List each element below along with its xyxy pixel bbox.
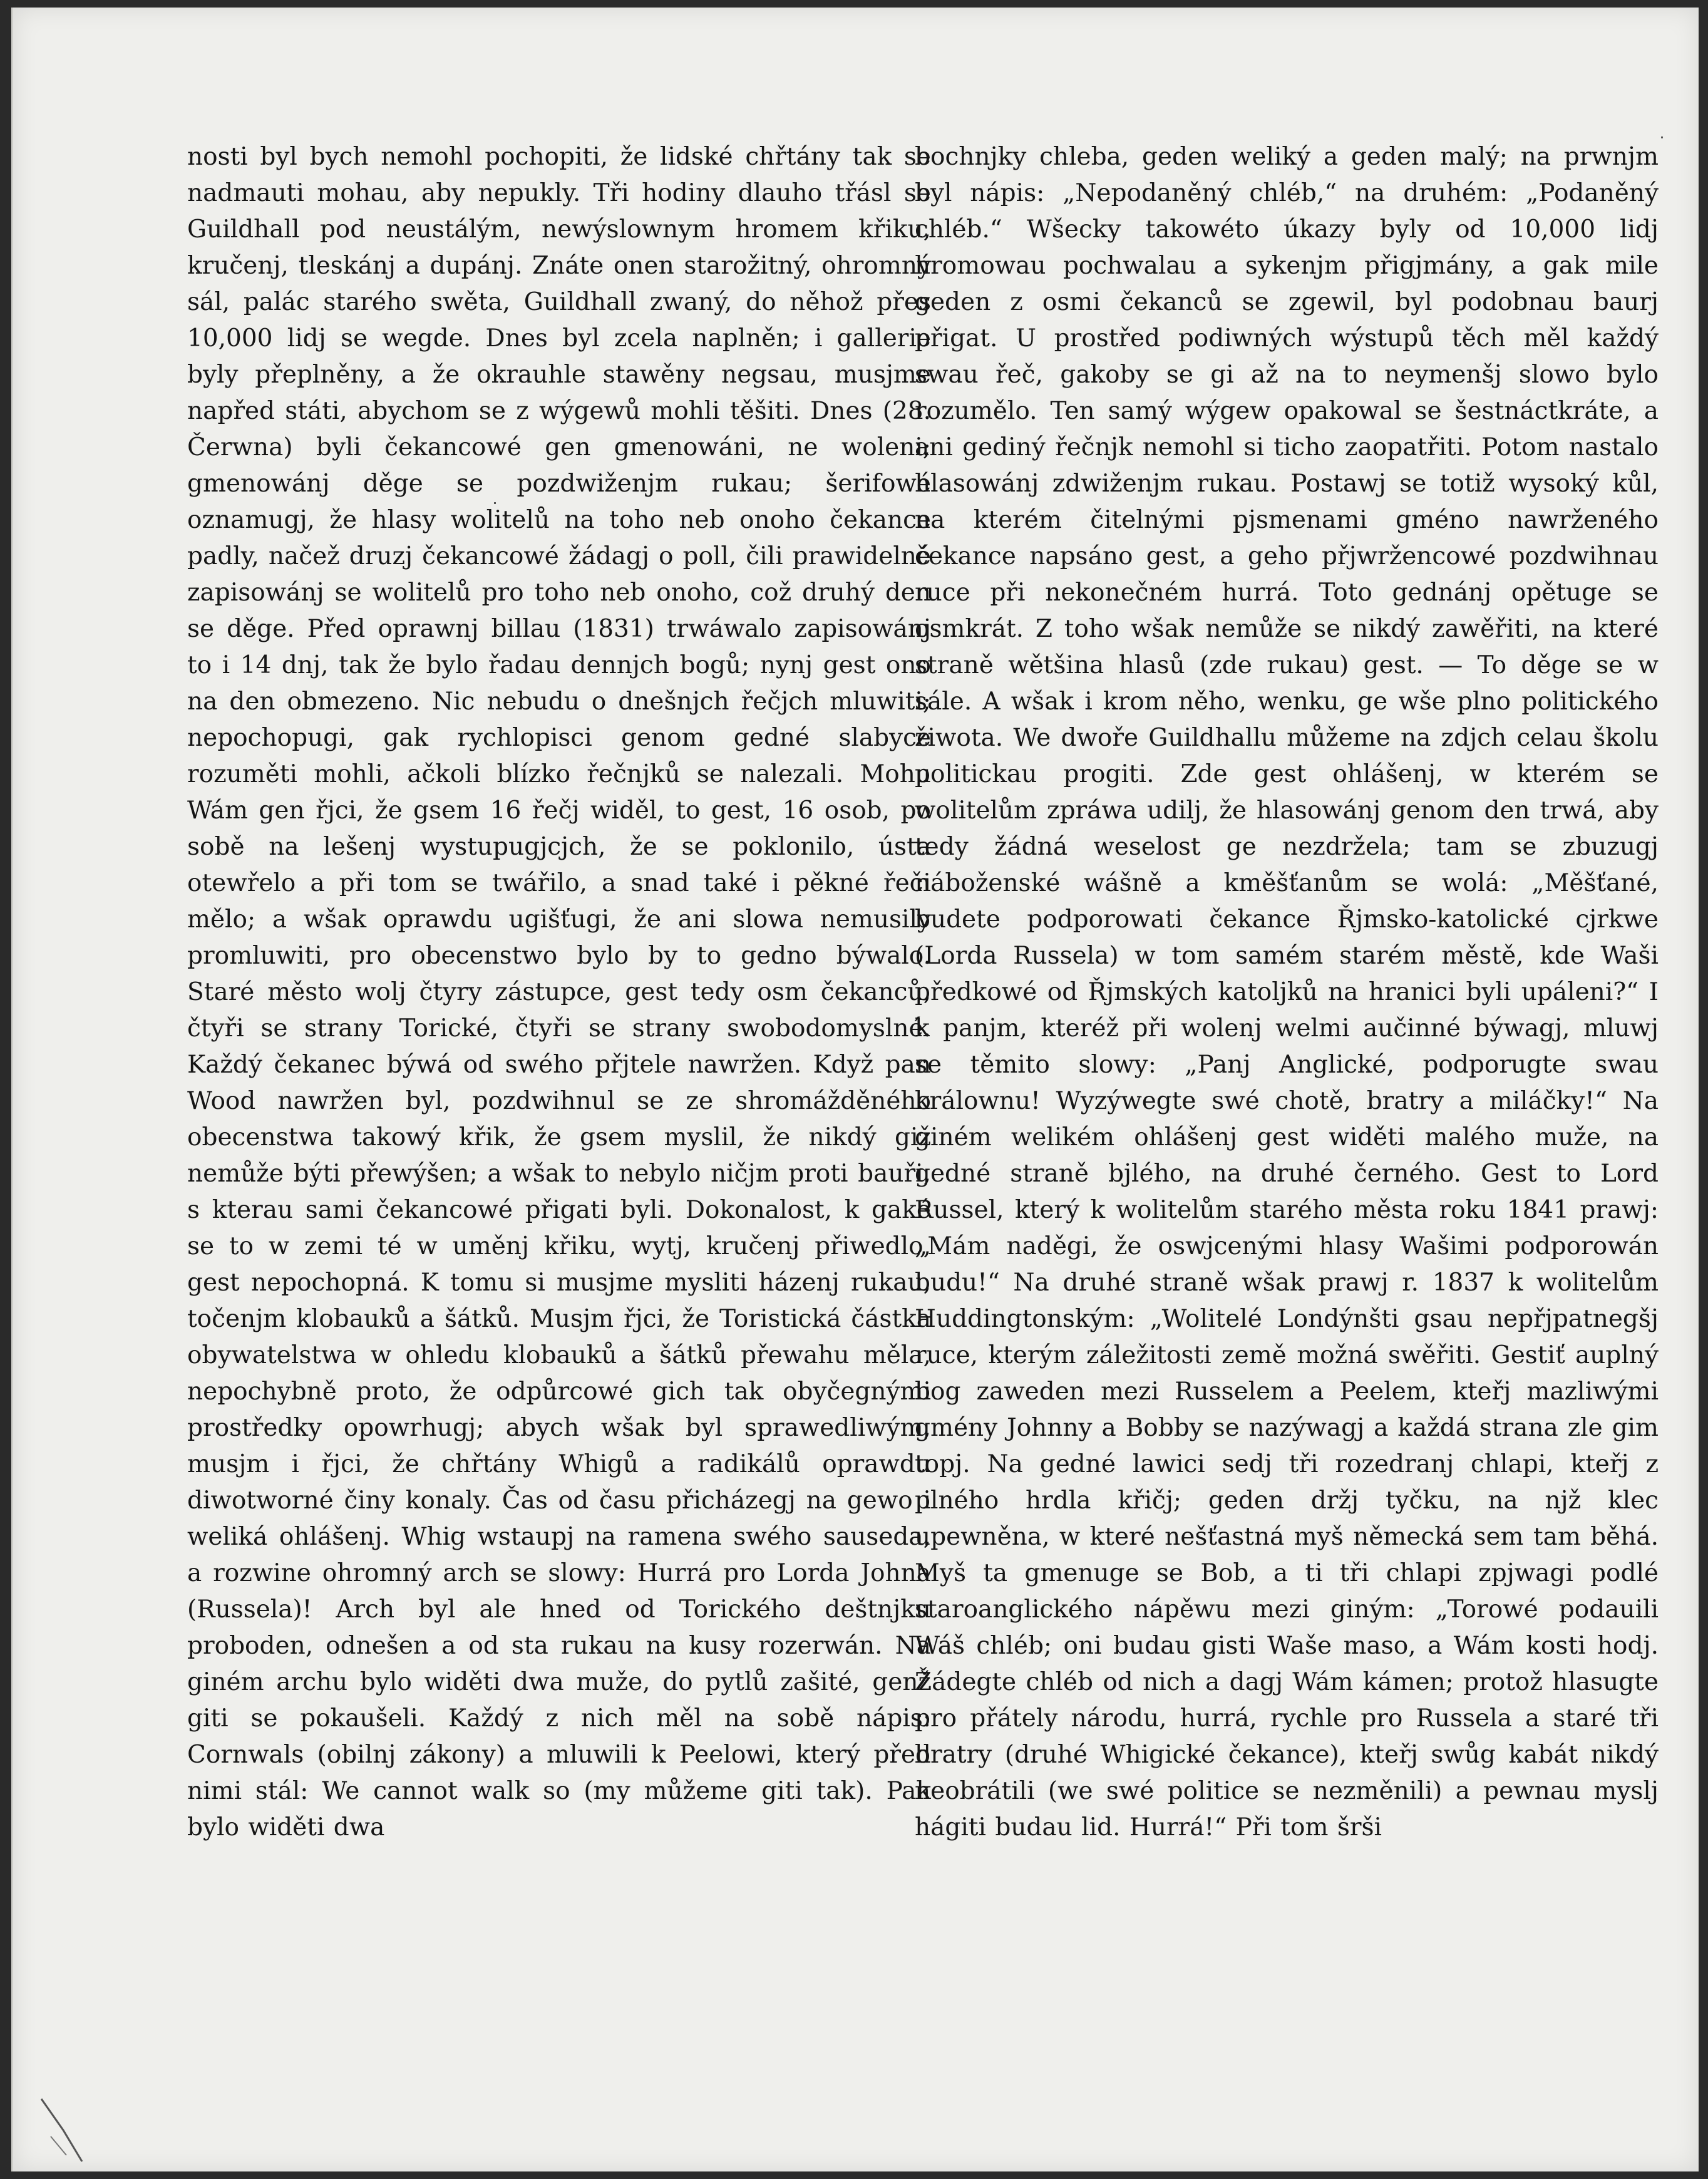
scanned-page xyxy=(11,8,1699,2171)
left-text-column xyxy=(187,139,931,2017)
right-column-text: bochnjky chleba, geden weliký a geden malý; na prwnjm byl nápis: „Nepodaněný chléb,“ na druhém: „Podaněný chléb.“ Wšecky takowéto úkazy byly od 10,000 lidj hromowau pochwalau a sykenjm přigjmány, a gak mile geden z osmi čekanců se zgewil, byl podobnau baurj přigat. U prostřed podiwných wýstupů těch měl každý swau řeč, gakoby se gi až na to neymenšj slowo bylo rozumělo. Ten samý wýgew opakowal se šestnáctkráte, a ani gediný řečnjk nemohl si ticho zaopatřiti. Potom nastalo hlasowánj zdwiženjm rukau. Postawj se totiž wysoký kůl, na kterém čitelnými pjsmenami gméno nawrženého čekance napsáno gest, a geho přjwržencowé pozdwihnau ruce při nekonečném hurrá. Toto gednánj opětuge se osmkrát. Z toho wšak nemůže se nikdý zawěřiti, na které straně wětšina hlasů (zde rukau) gest. — To děge se w sále. A wšak i krom něho, wenku, ge wše plno politického žiwota. We dwoře Guildhallu můžeme na zdjch celau školu politickau progiti. Zde gest ohlášenj, w kterém se wolitelům zpráwa udilj, že hlasowánj genom den trwá, aby tedy žádná weselost ge nezdržela; tam se zbuzugj náboženské wášně a kměšťanům se wolá: „Měšťané, budete podporowati čekance Řjmsko-katolické cjrkwe (Lorda Russela) w tom samém starém městě, kde Waši předkowé od Řjmských katoljků na hranici byli upáleni?“ I k panjm, kteréž při wolenj welmi aučinné býwagj, mluwj se těmito slowy: „Panj Anglické, podporugte swau králownu! Wyzýwegte swé chotě, bratry a miláčky!“ Na giném welikém ohlášenj gest widěti malého muže, na gedné straně bjlého, na druhé černého. Gest to Lord Russel, který k wolitelům starého města roku 1841 prawj: „Mám naděgi, že oswjcenými hlasy Wašimi podporowán budu!“ Na druhé straně wšak prawj r. 1837 k wolitelům Huddingtonským: „Wolitelé Londýnšti gsau nepřjpatnegšj ruce, kterým záležitosti země možná swěřiti. Gestiť auplný bog zaweden mezi Russelem a Peelem, kteřj mazliwými gmény Johnny a Bobby se nazýwagj a každá strana zle gim topj. Na gedné lawici sedj tři rozedranj chlapi, kteřj z plného hrdla křičj; geden držj tyčku, na njž klec upewněna, w které nešťastná myš německá sem tam běhá. Myš ta gmenuge se Bob, a ti tři chlapi zpjwagi podlé staroanglického nápěwu mezi giným: „Torowé podauili Wáš chléb; oni budau gisti Waše maso, a Wám kosti hodj. Žádegte chléb od nich a dagj Wám kámen; protož hlasugte pro přátely národu, hurrá, rychle pro Russela a staré tři bratry (druhé Whigické čekance), kteřj swůg kabát nikdý neobrátili (we swé politice se nezměnili) a pewnau myslj hágiti budau lid. Hurrá!“ Při tom šrši xyxy=(915,143,1659,1842)
corner-scratch-mark xyxy=(38,2093,107,2168)
scan-speck xyxy=(1661,137,1663,138)
right-text-column xyxy=(915,139,1659,2017)
scan-speck xyxy=(494,502,496,504)
left-column-text: nosti byl bych nemohl pochopiti, že lidské chřtány tak se nadmauti mohau, aby nepukly. Tři hodiny dlauho třásl se Guildhall pod neustálým, newýslownym hromem křiku, kručenj, tleskánj a dupánj. Znáte onen starožitný, ohromný sál, palác starého swěta, Guildhall zwaný, do něhož přes 10,000 lidj se wegde. Dnes byl zcela naplněn; i gallerie byly přeplněny, a že okrauhle stawěny negsau, musjme napřed státi, abychom se z wýgewů mohli těšiti. Dnes (28. Čerwna) byli čekancowé gen gmenowáni, ne woleni; gmenowánj děge se pozdwiženjm rukau; šerifowé oznamugj, že hlasy wolitelů na toho neb onoho čekance padly, načež druzj čekancowé žádagj o poll, čili prawidelné zapisowánj se wolitelů pro toho neb onoho, což druhý den se děge. Před oprawnj billau (1831) trwáwalo zapisowánj to i 14 dnj, tak že bylo řadau dennjch bogů; nynj gest ono na den obmezeno. Nic nebudu o dnešnjch řečjch mluwiti; nepochopugi, gak rychlopisci genom gedné slabyce rozuměti mohli, ačkoli blízko řečnjků se nalezali. Mohu Wám gen řjci, že gsem 16 řečj widěl, to gest, 16 osob, po sobě na lešenj wystupugjcjch, že se poklonilo, ústa otewřelo a při tom se twářilo, a snad také i pěkné řeči mělo; a wšak oprawdu ugišťugi, že ani slowa nemusily promluwiti, pro obecenstwo bylo by to gedno býwalo. Staré město wolj čtyry zástupce, gest tedy osm čekanců, čtyři se strany Torické, čtyři se strany swobodomyslné. Každý čekanec býwá od swého přjtele nawržen. Když pan Wood nawržen byl, pozdwihnul se ze shromážděného obecenstwa takowý křik, že gsem myslil, že nikdý giž nemůže býti přewýšen; a wšak to nebylo ničjm proti bauři, s kterau sami čekancowé přigati byli. Dokonalost, k gaké se to w zemi té w uměnj křiku, wytj, kručenj přiwedlo, gest nepochopná. K tomu si musjme mysliti házenj rukau, točenjm klobauků a šátků. Musjm řjci, že Toristická částka obywatelstwa w ohledu klobauků a šátků přewahu měla, nepochybně proto, že odpůrcowé gich tak obyčegnými prostředky opowrhugj; abych wšak byl sprawedliwým, musjm i řjci, že chřtány Whigů a radikálů oprawdu diwotworné činy konaly. Čas od času přicházegj na gewo i weliká ohlášenj. Whig wstaupj na ramena swého sauseda, a rozwine ohromný arch se slowy: Hurrá pro Lorda Johna (Russela)! Arch byl ale hned od Torického deštnjku proboden, odnešen a od sta rukau na kusy rozerwán. Na giném archu bylo widěti dwa muže, do pytlů zašité, genž giti se pokaušeli. Každý z nich měl na sobě nápis: Cornwals (obilnj zákony) a mluwili k Peelowi, který před nimi stál: We cannot walk so (my můžeme giti tak). Pak bylo widěti dwa xyxy=(187,143,931,1842)
